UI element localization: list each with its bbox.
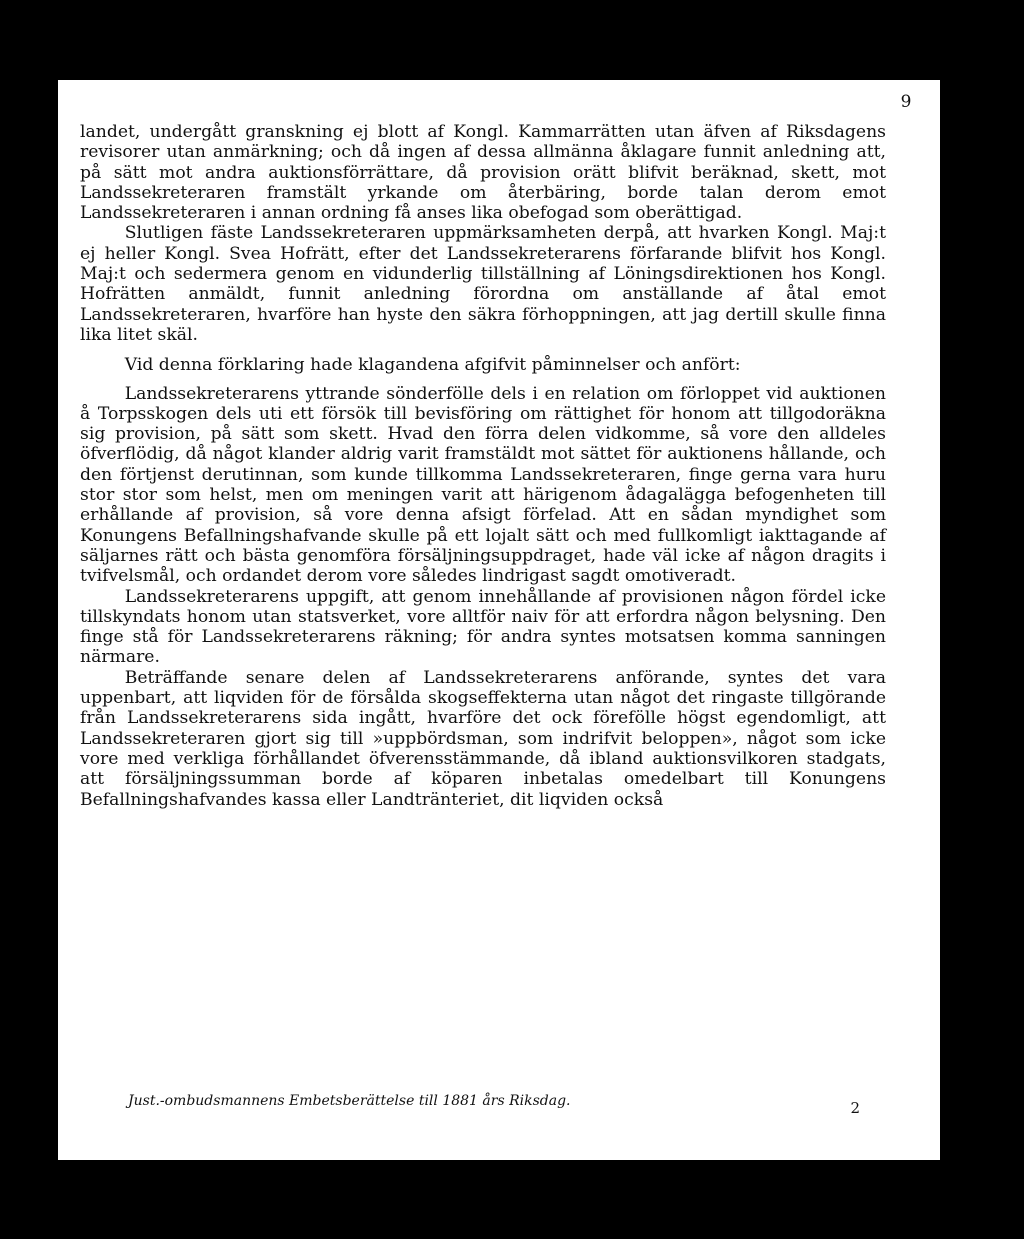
footnote-source: Just.-ombudsmannens Embetsberättelse till 1881 års Riksdag. (128, 1093, 571, 1109)
page-number: 9 (900, 92, 912, 112)
signature-mark: 2 (850, 1099, 860, 1117)
paragraph: Vid denna förklaring hade klagandena afgifvit påminnelser och anfört: (124, 355, 741, 376)
document-page (58, 80, 940, 1160)
paragraph: Landssekreterarens yttrande sönderfölle dels i en relation om förloppet vid auktionen å Torpsskogen dels uti ett försök till bevisföring om rättighet för honom att tillgodoräkna sig provision, på sätt som skett. Hvad den förra delen vidkomme, så vore den alldeles öfverflödig, då något klander aldrig varit framstäldt mot sättet för auktionens hållande, och den förtjenst derutinnan, som kunde tillkomma Landssekreteraren, finge gerna vara huru stor stor som helst, men om meningen varit att härigenom ådagalägga befogenheten till erhållande af provision, så vore denna afsigt förfelad. Att en sådan myndighet som Konungens Befallningshafvande skulle på ett lojalt sätt och med fullkomligt iakttagande af säljarnes rätt och bästa genomföra försäljningsuppdraget, hade väl icke af någon dragits i tvifvelsmål, och ordandet derom vore således lindrigast sagdt omotiveradt. (80, 383, 886, 587)
paragraph: Landssekreterarens uppgift, att genom innehållande af provisionen någon fördel icke tillskyndats honom utan statsverket, vore alltför naiv för att erfordra någon belysning. Den finge stå för Landssekreterarens räkning; för andra syntes motsatsen komma sanningen närmare. (80, 586, 886, 668)
paragraph: Beträffande senare delen af Landssekreterarens anförande, syntes det vara uppenbart, att liqviden för de försålda skogseffekterna utan något det ringaste tillgörande från Landssekreterarens sida ingått, hvarföre det ock förefölle högst egendomligt, att Landssekreteraren gjort sig till »uppbördsman, som indrifvit beloppen», något som icke vore med verkliga förhållandet öfverensstämmande, då ibland auktionsvilkoren stadgats, att försäljningssumman borde af köparen inbetalas omedelbart till Konungens Befallningshafvandes kassa eller Landtränteriet, dit liqviden också (80, 667, 886, 810)
body-text (80, 122, 886, 810)
paragraph-continuation: landet, undergått granskning ej blott af Kongl. Kammarrätten utan äfven af Riksdagens revisorer utan anmärkning; och då ingen af dessa allmänna åklagare funnit anledning att, på sätt mot andra auktionsförrättare, då provision orätt blifvit beräknad, skett, mot Landssekreteraren framstält yrkande om återbäring, borde talan derom emot Landssekreteraren i annan ordning få anses lika obefogad som oberättigad. (80, 122, 886, 224)
page-footer (80, 1093, 886, 1117)
paragraph: Slutligen fäste Landssekreteraren uppmärksamheten derpå, att hvarken Kongl. Maj:t ej heller Kongl. Svea Hofrätt, efter det Landssekreterarens förfarande blifvit hos Kongl. Maj:t och sedermera genom en vidunderlig tillställning af Löningsdirektionen hos Kongl. Hofrätten anmäldt, funnit anledning förordna om anställande af åtal emot Landssekreteraren, hvarföre han hyste den säkra förhoppningen, att jag dertill skulle finna lika litet skäl. (80, 223, 886, 345)
